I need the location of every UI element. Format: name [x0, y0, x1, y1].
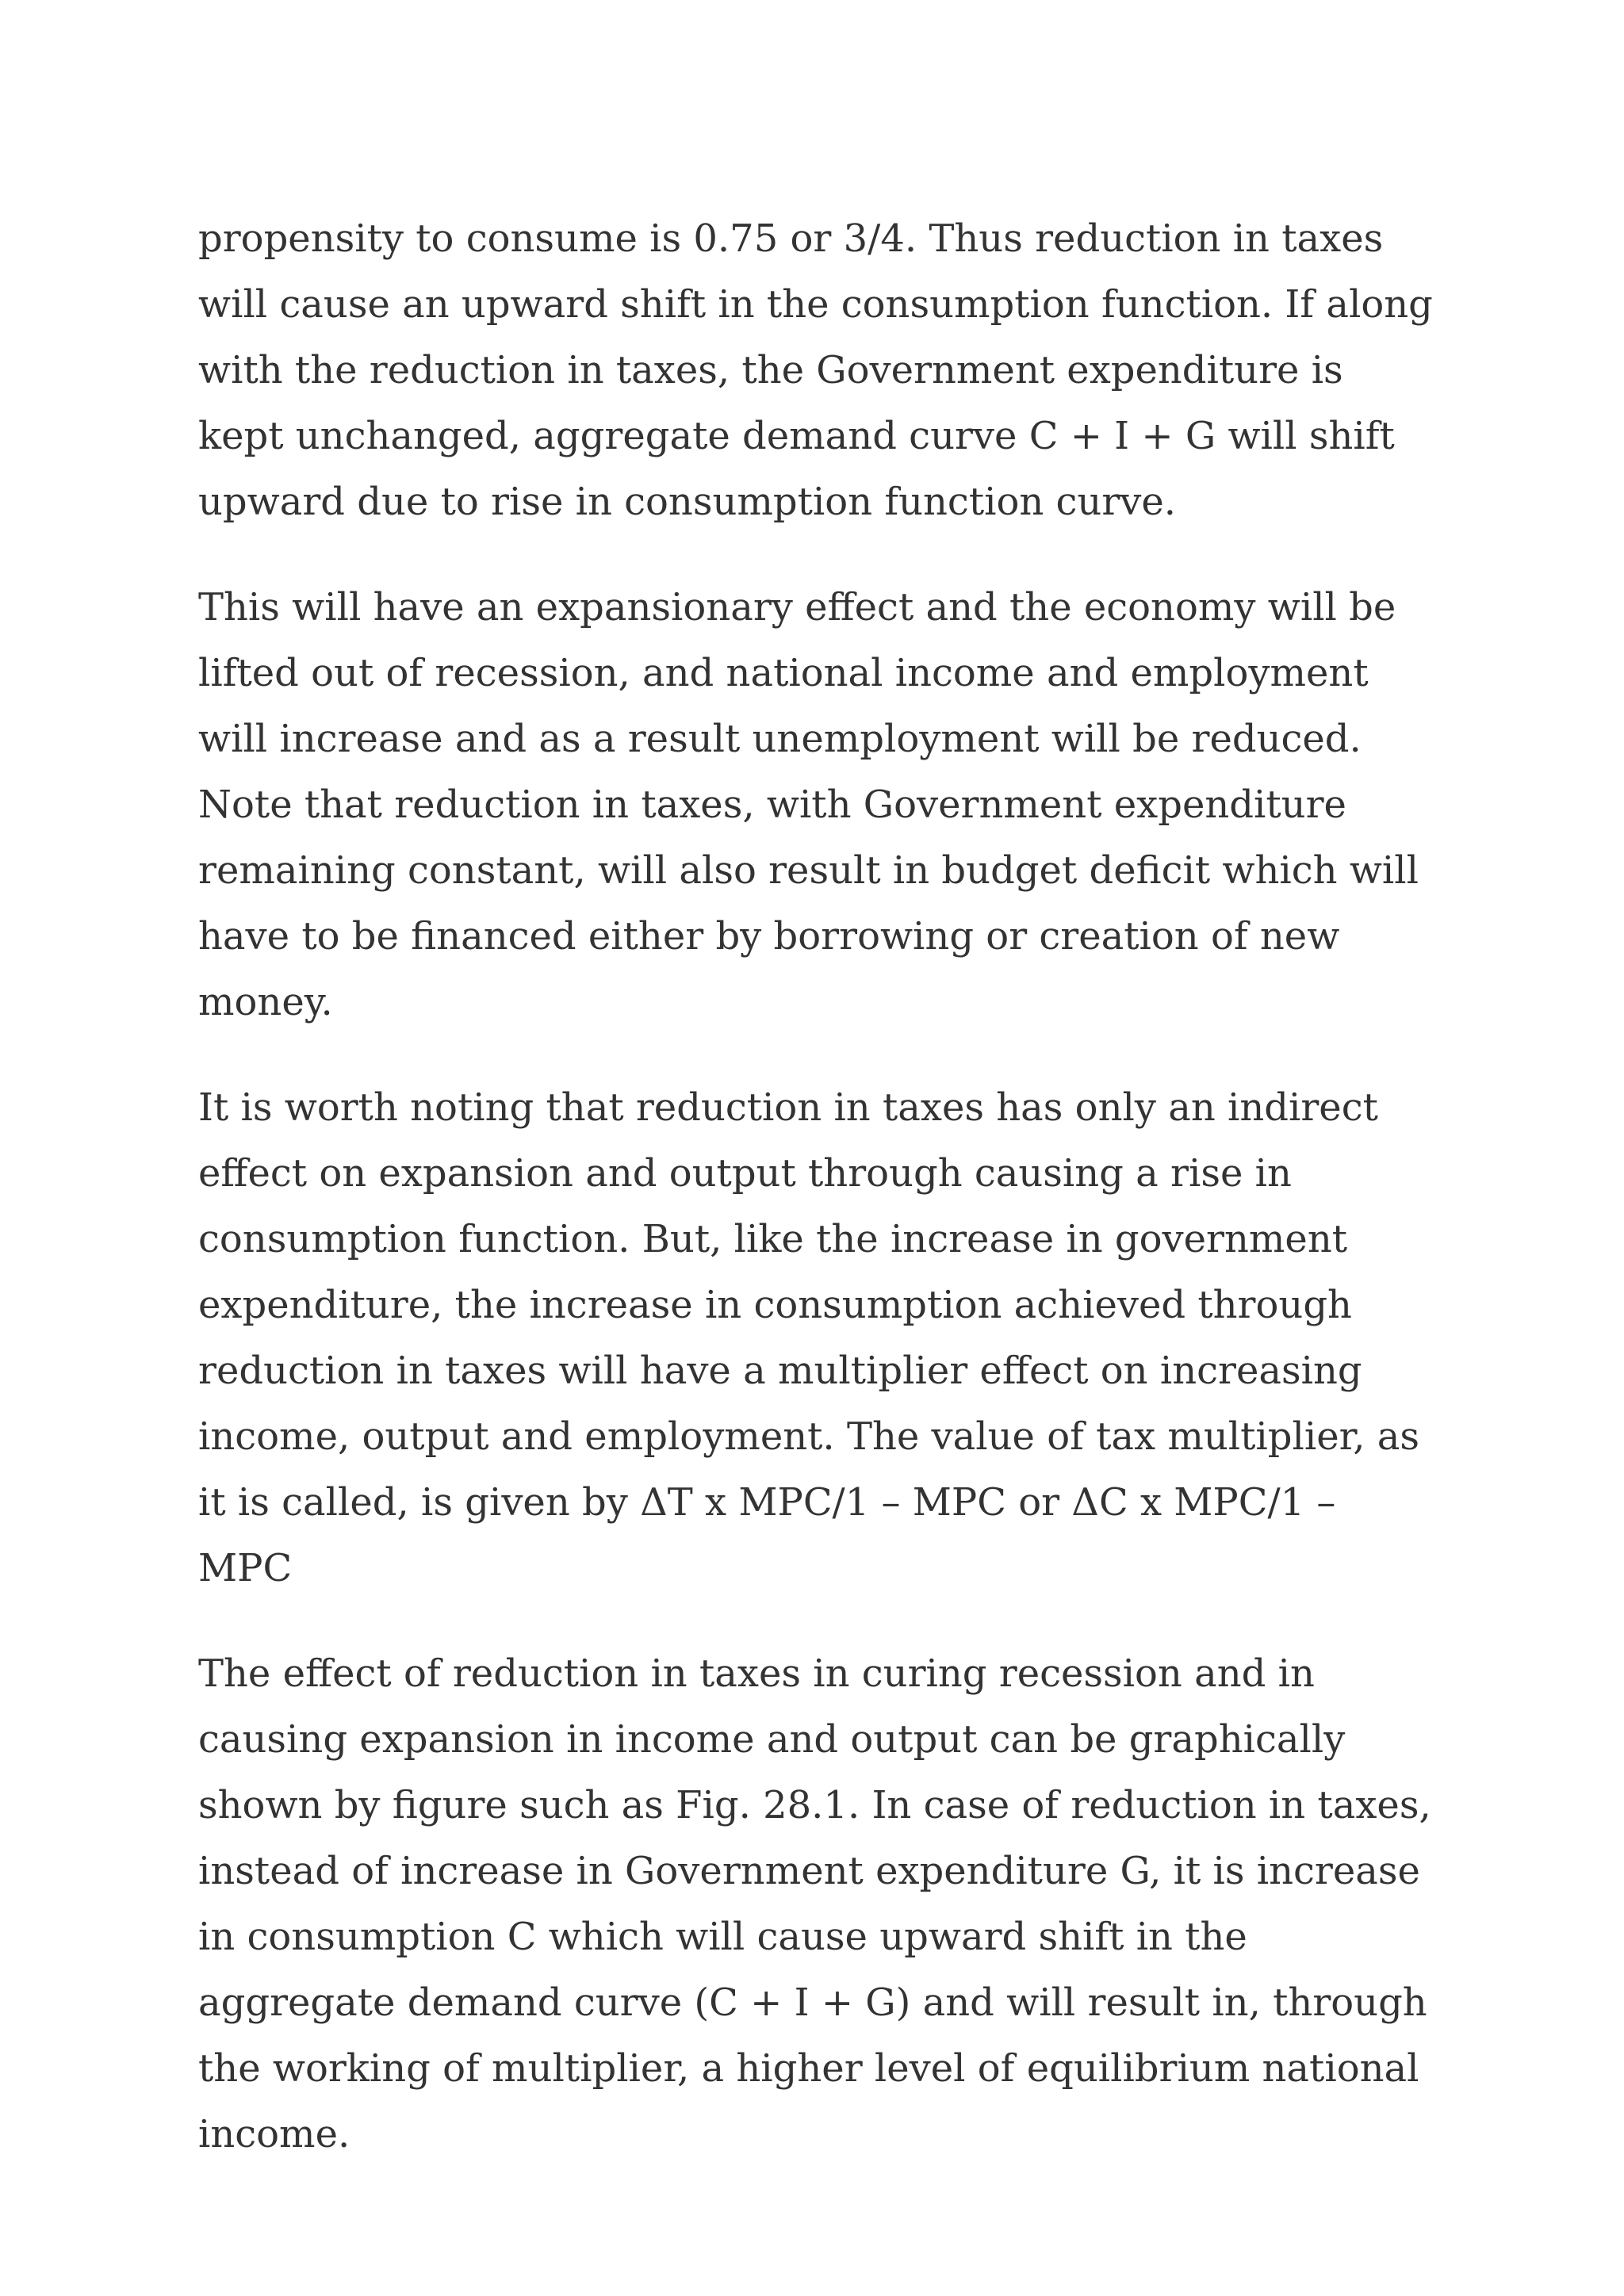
- document-body: [198, 206, 1435, 2207]
- paragraph-1: propensity to consume is 0.75 or 3/4. Thus reduction in taxes will cause an upward shift in the consumption function. If along with the reduction in taxes, the Government expenditure is kept unchanged, aggregate demand curve C + I + G will shift upward due to rise in consumption function curve.: [198, 216, 1433, 524]
- paragraph-2: This will have an expansionary effect and the economy will be lifted out of recession, and national income and employment will increase and as a result unemployment will be reduced. Note that reduction in taxes, with Government expenditure remaining constant, will also result in budget deficit which will have to be financed either by borrowing or creation of new money.: [198, 585, 1419, 1024]
- paragraph-3: It is worth noting that reduction in taxes has only an indirect effect on expansion and output through causing a rise in consumption function. But, like the increase in government expenditure, the increase in consumption achieved through reduction in taxes will have a multiplier effect on increasing income, output and employment. The value of tax multiplier, as it is called, is given by ΔT x MPC/1 – MPC or ΔC x MPC/1 – MPC: [198, 1085, 1420, 1590]
- paragraph-4: The effect of reduction in taxes in curing recession and in causing expansion in income and output can be graphically shown by figure such as Fig. 28.1. In case of reduction in taxes, instead of increase in Government expenditure G, it is increase in consumption C which will cause upward shift in the aggregate demand curve (C + I + G) and will result in, through the working of multiplier, a higher level of equilibrium national income.: [198, 1651, 1431, 2156]
